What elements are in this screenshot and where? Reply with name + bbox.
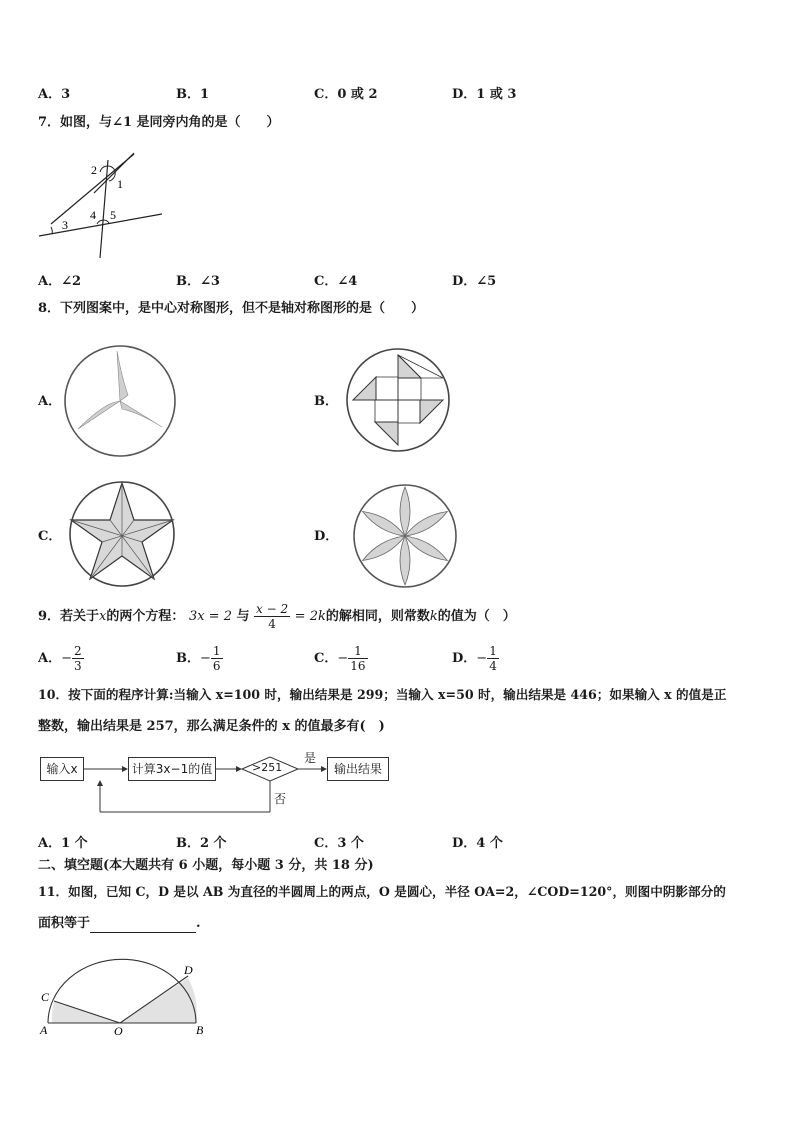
q7-angle-label-4: 4 [90, 208, 96, 222]
q7-angle-label-5: 5 [110, 208, 116, 222]
flow-output-box: 输出结果 [327, 757, 389, 781]
q8-figure-d-flower [351, 482, 459, 590]
q8-figure-b-pinwheel [343, 345, 453, 455]
q7-option-d: D．∠5 [452, 274, 497, 289]
flow-compute-box: 计算3x−1的值 [128, 757, 216, 781]
q7-figure [34, 145, 169, 265]
q11-semicircle-figure [36, 948, 216, 1040]
q11-point-o: O [114, 1024, 123, 1038]
q8-label-a: A． [38, 394, 62, 409]
q8-figure-a-three-blades [62, 343, 178, 459]
q6-option-d: D．1 或 3 [452, 87, 517, 102]
q9-option-a: A．− $\frac{2}{3}$ [38, 644, 82, 673]
q6-option-a: A．3 [38, 87, 71, 102]
q11-answer-blank[interactable] [90, 918, 196, 933]
q10-option-b: B．2 个 [176, 836, 227, 851]
q7-stem: 7．如图，与∠1 是同旁内角的是（ ） [38, 115, 280, 130]
q10-option-d: D．4 个 [452, 836, 503, 851]
q8-label-d: D． [314, 529, 339, 544]
flow-condition: >251 [252, 761, 283, 774]
q8-figure-c-star [66, 478, 178, 590]
q11-point-c: C [41, 990, 50, 1004]
q10-stem-line2: 整数，输出结果是 257，那么满足条件的 x 的值最多有( ) [38, 719, 385, 734]
q10-stem-line1: 10．按下面的程序计算:当输入 x=100 时，输出结果是 299；当输入 x=50 时，输出结果是 446；如果输入 x 的值是正 [38, 687, 727, 702]
q8-label-c: C． [38, 529, 62, 544]
q9-option-d: D．− $\frac{1}{4}$ [452, 644, 497, 673]
q8-label-b: B． [314, 394, 338, 409]
q7-angle-label-3: 3 [62, 218, 68, 232]
flow-input-box: 输入x [40, 757, 84, 781]
q11-point-d: D [184, 963, 193, 977]
flow-yes-label: 是 [304, 751, 317, 765]
q10-option-a: A．1 个 [38, 836, 88, 851]
q9-stem: 9．若关于x的两个方程： 3x = 2 与 $\frac{x - 2}{4}$ = 2k的解相同，则常数k的值为（ ） [38, 602, 516, 631]
section-2-heading: 二、填空题(本大题共有 6 小题，每小题 3 分，共 18 分) [38, 858, 374, 873]
q9-equation-fraction: $\frac{x - 2}{4}$ [256, 602, 289, 631]
q11-stem-line1: 11．如图，已知 C，D 是以 AB 为直径的半圆周上的两点，O 是圆心，半径 OA=2，∠COD=120°，则图中阴影部分的 [38, 884, 726, 899]
q7-option-b: B．∠3 [176, 274, 220, 289]
q11-point-b: B [196, 1023, 204, 1037]
q7-angle-label-1: 1 [117, 177, 123, 191]
q7-option-c: C．∠4 [314, 274, 358, 289]
q6-option-b: B．1 [176, 87, 210, 102]
q7-option-a: A．∠2 [38, 274, 82, 289]
q6-option-c: C．0 或 2 [314, 87, 378, 102]
q10-option-c: C．3 个 [314, 836, 364, 851]
q7-angle-label-2: 2 [91, 163, 97, 177]
q11-stem-line2: 面积等于 . [38, 916, 201, 931]
flow-no-label: 否 [274, 792, 287, 806]
q10-flowchart [38, 752, 398, 818]
q9-option-c: C．− $\frac{1}{16}$ [314, 644, 366, 673]
q11-point-a: A [40, 1023, 48, 1037]
q9-option-b: B．− $\frac{1}{6}$ [176, 644, 221, 673]
q8-stem: 8．下列图案中，是中心对称图形，但不是轴对称图形的是（ ） [38, 301, 425, 316]
